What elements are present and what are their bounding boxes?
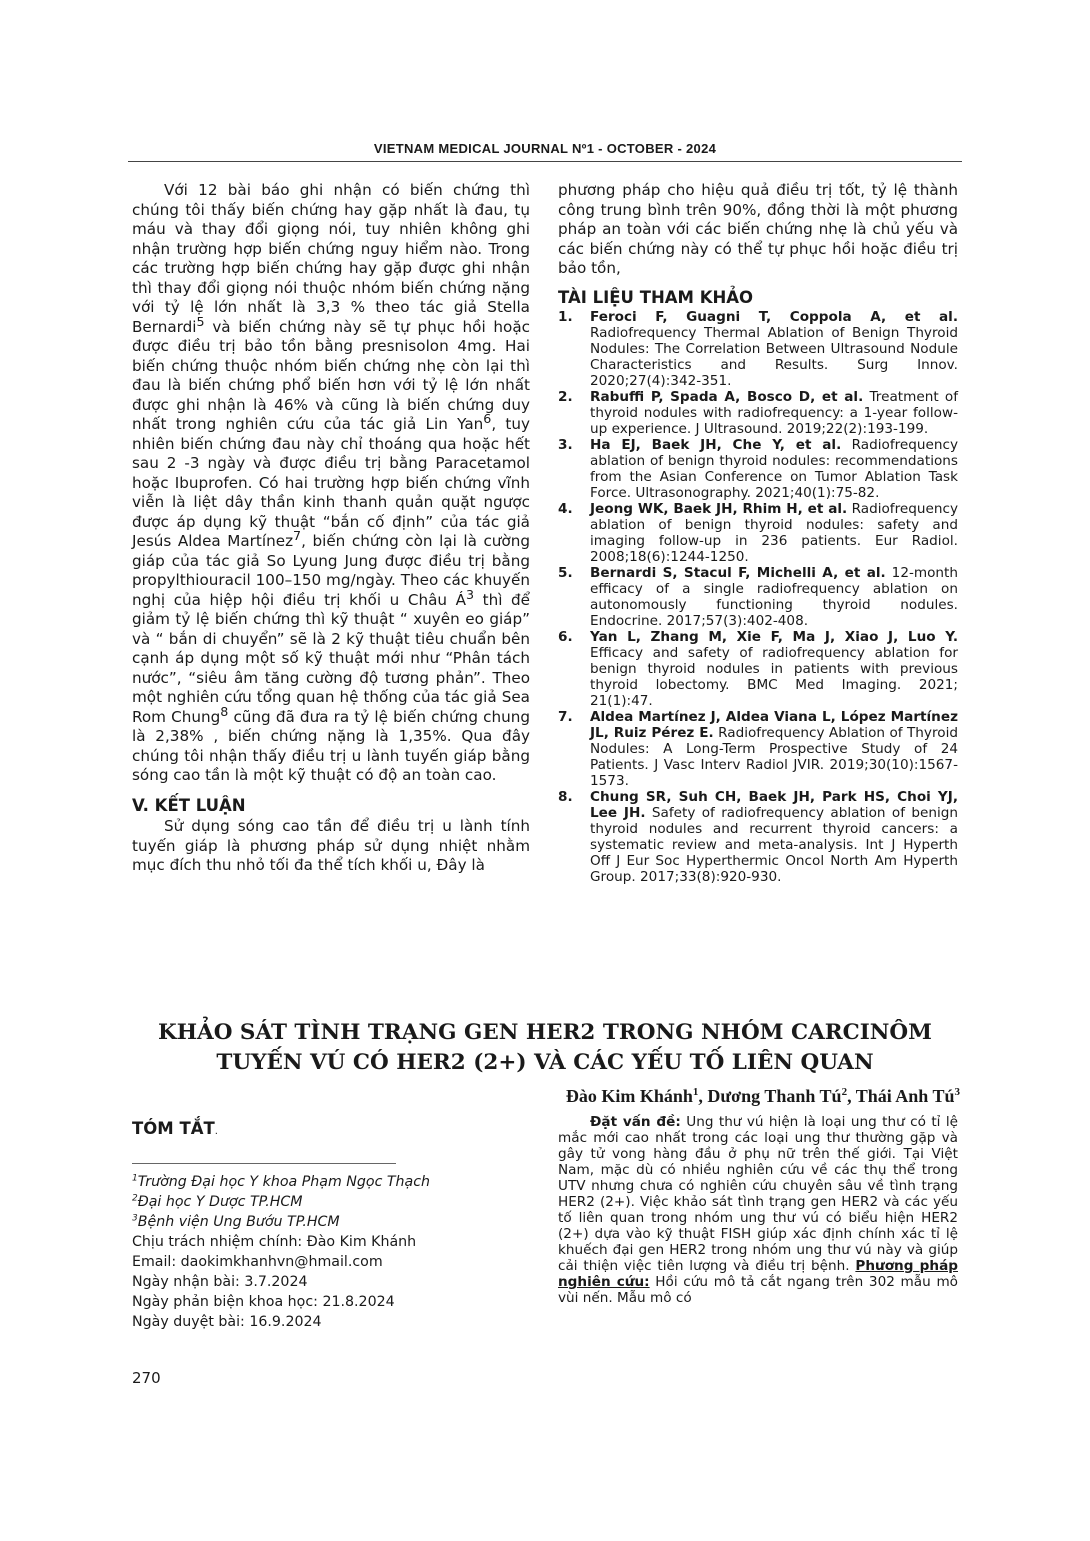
citation-sup: 3 <box>465 586 475 602</box>
reference-text: Radiofrequency ablation of benign thyroid nodules: recommendations from the Asian Conference on Tumor Ablation Task Force. Ultrasonography. 2021;40(1):75-82. <box>590 437 958 501</box>
reference-item <box>558 709 958 789</box>
citation-sup: 8 <box>220 703 229 719</box>
date-received: Ngày nhận bài: 3.7.2024 <box>132 1274 308 1290</box>
reference-authors: Bernardi S, Stacul F, Michelli A, et al. <box>590 565 886 581</box>
reference-text: Efficacy and safety of radiofrequency ablation for benign thyroid nodules in patients with previous thyroid lobectomy. BMC Med Imaging. 2021; 21(1):47. <box>590 645 958 709</box>
text-run: , biến chứng còn lại là cường giáp của tác giả So Lyung Jung được điều trị bằng propylthiouracil 100–150 mg/ngày. Theo các khuyến nghị của hiệp hội điều trị khối u Châu Á <box>132 532 530 609</box>
reference-item <box>558 501 958 565</box>
reference-text: Radiofrequency ablation of benign thyroid nodules: safety and imaging follow-up in 236 patients. Eur Radiol. 2008;18(6):1244-1250. <box>590 501 958 565</box>
reference-number: 2. <box>558 389 573 405</box>
left-column <box>132 181 530 876</box>
author-list: Đào Kim Khánh$^1$, Dương Thanh $Tú^2$, Thái Anh $Tú^3$ <box>565 1086 960 1106</box>
date-approved: Ngày duyệt bài: 16.9.2024 <box>132 1314 322 1330</box>
section-heading-references: TÀI LIỆU THAM KHẢO <box>558 287 754 307</box>
reference-number: 8. <box>558 789 573 805</box>
article-title-line: KHẢO SÁT TÌNH TRẠNG GEN HER2 TRONG NHÓM CARCINÔM <box>158 1020 932 1045</box>
citation-sup: 5 <box>196 313 205 329</box>
reference-authors: Ha EJ, Baek JH, Che Y, et al. <box>590 437 842 453</box>
section-heading-conclusion: V. KẾT LUẬN <box>132 795 246 815</box>
reference-authors: Yan L, Zhang M, Xie F, Ma J, Xiao J, Luo Y. <box>590 629 958 645</box>
reference-authors: Chung SR, Suh CH, Baek JH, Park HS, Choi YJ, Lee JH. <box>590 789 958 821</box>
journal-header: VIETNAM MEDICAL JOURNAL Nº1 - OCTOBER - 2024 <box>373 141 717 156</box>
abstract-lead: Đặt vấn đề: <box>590 1114 681 1130</box>
reference-number: 3. <box>558 437 573 453</box>
reference-text: Safety of radiofrequency ablation of benign thyroid nodules and recurrent thyroid cancers: a systematic review and meta-analysis. Int J Hyperth Off J Eur Soc Hyperthermic Oncol North Am Hyperth Group. 2017;33(8):920-930. <box>590 805 959 885</box>
footnotes <box>132 1172 532 1332</box>
reference-item <box>558 437 958 501</box>
reference-item <box>558 309 958 389</box>
text-run: thì để giảm tỷ lệ biến chứng thì kỹ thuật “ xuyên eo giáp” và “ bắn di chuyển” sẽ là 2 kỹ thuật tiêu chuẩn bên cạnh áp dụng một số kỹ thuật mới như “Phân tách nước”, “siêu âm tăng cường độ tương phản”. Theo một nghiên cứu tổng quan hệ thống của tác giả Sea Rom Chung <box>132 590 530 726</box>
affiliation-1 <box>132 1172 532 1192</box>
reference-number: 4. <box>558 501 573 517</box>
abstract-text: Hồi cứu mô tả cắt ngang trên 302 mẫu mô vùi nến. Mẫu mô có <box>558 1274 958 1306</box>
reference-text: Radiofrequency Thermal Ablation of Benign Thyroid Nodules: The Correlation Between Ultrasound Nodule Characteristics and Results. Surg Innov. 2020;27(4):342-351. <box>590 325 958 389</box>
text-run: Với 12 bài báo ghi nhận có biến chứng thì chúng tôi thấy biến chứng hay gặp nhất là đau, tụ máu và thay đổi giọng nói, tuy nhiên không ghi nhận trường hợp biến chứng nguy hiểm nào. Trong các trường hợp biến chứng hay gặp được ghi nhận thì thay đổi giọng nói thuộc nhóm biến chứng nặng với tỷ lệ lớn nhất là 3,3 % theo tác giả Stella Bernardi <box>132 181 530 336</box>
abstract-text: Ung thư vú hiện là loại ung thư có tỉ lệ mắc mới cao nhất trong các loại ung thư thường gặp và gây tử vong hàng đầu ở phụ nữ trên thế giới. Tại Việt Nam, mặc dù có nhiều nghiên cứu về các thụ thể trong UTV nhưng chưa có nghiên cứu chuyên sâu về tình trạng HER2 (2+). Việc khảo sát tình trạng gen HER2 và các yếu tố liên quan trong nhóm ung thư vú có biểu hiện HER2 (2+) dựa vào kỹ thuật FISH giúp xác định chính xác tỉ lệ khuếch đại gen HER2 trong nhóm ung thư vú này và giúp cải thiện việc tiên lượng và điều trị bệnh. <box>558 1114 958 1274</box>
affiliation-sup: 2 <box>841 1086 848 1098</box>
reference-number: 5. <box>558 565 573 581</box>
article-title-line: TUYẾN VÚ CÓ HER2 (2+) VÀ CÁC YẾU TỐ LIÊN QUAN <box>216 1050 874 1075</box>
abstract-heading <box>132 1119 218 1138</box>
author-name: Đào Kim Khánh <box>565 1086 693 1106</box>
affiliation-2 <box>132 1192 532 1212</box>
abstract-heading-dot: . <box>214 1126 218 1137</box>
email: Email: daokimkhanhvn@hmail.com <box>132 1254 383 1270</box>
reference-number: 7. <box>558 709 573 725</box>
reference-number: 6. <box>558 629 573 645</box>
abstract-body <box>558 1114 958 1306</box>
reference-authors: Feroci F, Guagni T, Coppola A, et al. <box>590 309 958 325</box>
reference-item <box>558 565 958 629</box>
footnote-rule <box>132 1163 396 1164</box>
reference-number: 1. <box>558 309 573 325</box>
conclusion-paragraph: Sử dụng sóng cao tần để điều trị u lành tính tuyến giáp là phương pháp sử dụng nhiệt nhằm mục đích thu nhỏ tối đa thể tích khối u, Đây là <box>132 817 530 874</box>
abstract-paragraph <box>558 1114 958 1306</box>
reference-item <box>558 389 958 437</box>
right-column <box>558 181 958 885</box>
affiliation-text: Trường Đại học Y khoa Phạm Ngọc Thạch <box>137 1174 431 1190</box>
reference-item <box>558 629 958 709</box>
affiliation-text: Đại học Y Dược TP.HCM <box>137 1194 303 1210</box>
text-run: cũng đã đưa ra tỷ lệ biến chứng chung là 2,38% , biến chứng nặng là 1,35%. Qua đây chúng tôi nhận thấy điều trị u lành tuyến giáp bằng sóng cao tần là một kỹ thuật có độ an toàn cao. <box>132 707 530 784</box>
affiliation-sup: 1 <box>692 1086 699 1098</box>
header-rule <box>128 161 962 162</box>
affiliation-sup: 3 <box>954 1086 960 1098</box>
page-number: 270 <box>132 1369 161 1387</box>
citation-sup: 6 <box>483 410 492 426</box>
author-name: Thái Anh Tú <box>855 1086 955 1106</box>
reference-text: 12-month efficacy of a single radiofrequency ablation on autonomously functioning thyroid nodules. Endocrine. 2017;57(3):402-408. <box>590 565 958 629</box>
conclusion-continued: phương pháp cho hiệu quả điều trị tốt, tỷ lệ thành công trung bình trên 90%, đồng thời là một phương pháp an toàn với các biến chứng nhẹ là chủ yếu và các biến chứng này có thể tự phục hồi hoặc điều trị bảo tồn, <box>558 181 958 277</box>
reference-list <box>558 309 958 885</box>
affiliation-sup: 1 <box>132 1173 138 1184</box>
abstract-lead: Phương pháp nghiên cứu: <box>558 1258 958 1290</box>
discussion-paragraph <box>132 181 530 786</box>
abstract-heading-text: TÓM TẮT <box>132 1119 215 1138</box>
reference-authors: Jeong WK, Baek JH, Rhim H, et al. <box>590 501 848 517</box>
affiliation-sup: 3 <box>132 1213 138 1224</box>
text-run: và biến chứng này sẽ tự phục hồi hoặc được điều trị bảo tồn bằng presnisolon 4mg. Hai biến chứng thuộc nhóm biến chứng nhẹ còn lại thì đau là biến chứng phổ biến hơn với tỷ lệ lớn nhất được ghi nhận là 46% và cũng là biến chứng duy nhất trong nghiên cứu của tác giả Lin Yan <box>132 317 530 433</box>
reference-item <box>558 789 958 885</box>
citation-sup: 7 <box>293 527 302 543</box>
responsible-author: Chịu trách nhiệm chính: Đào Kim Khánh <box>132 1234 417 1250</box>
reference-authors: Rabuffi P, Spada A, Bosco D, et al. <box>590 389 864 405</box>
date-reviewed: Ngày phản biện khoa học: 21.8.2024 <box>132 1294 395 1310</box>
reference-text: Treatment of thyroid nodules with radiofrequency: a 1-year follow-up experience. J Ultrasound. 2019;22(2):193-199. <box>590 389 958 437</box>
author-name: Dương Thanh Tú <box>707 1086 842 1106</box>
text-run: , tuy nhiên biến chứng đau này chỉ thoáng qua hoặc hết sau 2 -3 ngày và được điều trị bằng Paracetamol hoặc Ibuprofen. Có hai trường hợp biến chứng vĩnh viễn là liệt dây thần kinh thanh quản quặt ngược được áp dụng kỹ thuật “bắn cố định” của tác giả Jesús Aldea Martínez <box>132 415 530 550</box>
affiliation-3 <box>132 1212 532 1232</box>
reference-authors: Aldea Martínez J, Aldea Viana L, López Martínez JL, Ruiz Pérez E. <box>590 709 958 741</box>
reference-text: Radiofrequency Ablation of Thyroid Nodules: A Long-Term Prospective Study of 24 Patients. J Vasc Interv Radiol JVIR. 2019;30(10):1567-1573. <box>590 725 958 789</box>
affiliation-sup: 2 <box>132 1193 138 1204</box>
affiliation-text: Bệnh viện Ung Bướu TP.HCM <box>137 1214 340 1230</box>
article-title <box>128 1018 962 1078</box>
